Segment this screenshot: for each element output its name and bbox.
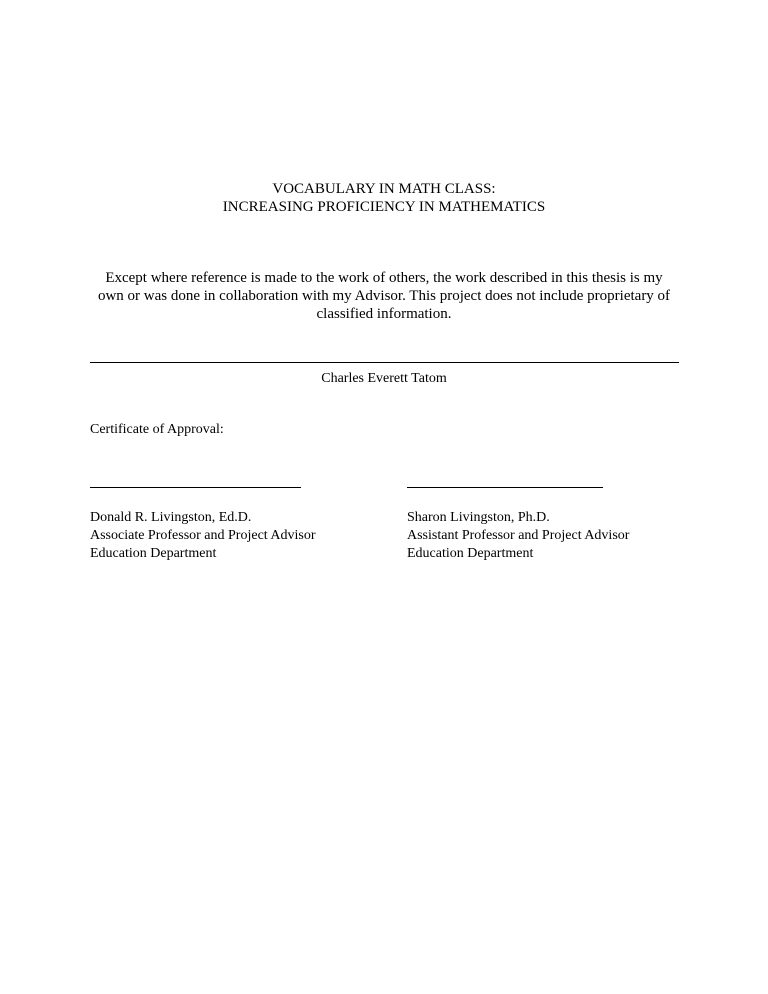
author-signature-line — [90, 362, 679, 363]
thesis-title — [0, 180, 768, 216]
advisor-1-signature-line — [90, 487, 301, 488]
statement-line-2: own or was done in collaboration with my Advisor. This project does not include proprietary of — [97, 288, 671, 304]
thesis-title-line-2: INCREASING PROFICIENCY IN MATHEMATICS — [222, 199, 546, 215]
advisor-2-signature-line — [407, 487, 603, 488]
advisor-1-title: Associate Professor and Project Advisor — [90, 528, 316, 543]
statement-line-3: classified information. — [316, 306, 452, 322]
statement-line-1: Except where reference is made to the work of others, the work described in this thesis is my — [105, 270, 663, 286]
originality-statement — [88, 269, 680, 323]
advisor-1-name: Donald R. Livingston, Ed.D. — [90, 510, 252, 525]
advisor-2-block — [407, 509, 629, 563]
advisor-1-department: Education Department — [90, 546, 217, 561]
certificate-of-approval-label: Certificate of Approval: — [90, 422, 224, 437]
advisor-2-title: Assistant Professor and Project Advisor — [407, 528, 630, 543]
advisor-2-name: Sharon Livingston, Ph.D. — [407, 510, 550, 525]
thesis-title-line-1: VOCABULARY IN MATH CLASS: — [272, 181, 496, 197]
advisor-2-department: Education Department — [407, 546, 534, 561]
advisor-1-block — [90, 509, 316, 563]
author-name: Charles Everett Tatom — [321, 371, 447, 386]
